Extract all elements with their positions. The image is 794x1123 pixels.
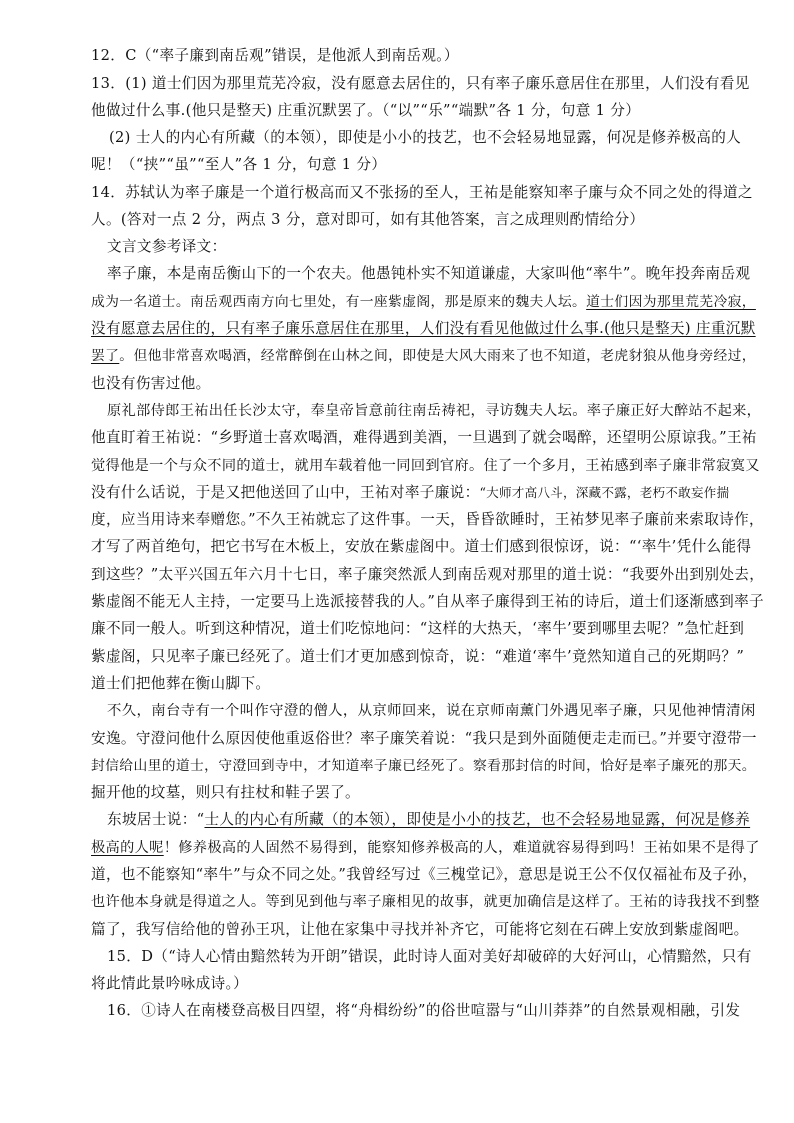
translation-line: 紫虚阁，只见率子廉已经死了。道士们才更加感到惊奇，说：“难道‘率牛’竟然知道自己的死期吗？” bbox=[91, 648, 745, 665]
translation-heading: 文言文参考译文： bbox=[107, 238, 227, 255]
answer-14-line-1: 14．苏轼认为率子廉是一个道行极高而又不张扬的至人，王祐是能察知率子廉与众不同之处的得道之 bbox=[91, 184, 753, 201]
translation-line: 到这些？”太平兴国五年六月十七日，率子廉突然派人到南岳观对那里的道士说：“我要外出到别处去， bbox=[91, 566, 765, 583]
answer-13-part-2-line-1: (2) 士人的内心有所藏（的本领），即使是小小的技艺，也不会轻易地显露，何况是修养极高的人 bbox=[109, 129, 742, 146]
translation-line: 廉不同一般人。听到这种情况，道士们吃惊地问：“这样的大热天，‘率牛’要到哪里去呢？”急忙赶到 bbox=[91, 620, 745, 637]
answer-14-line-2: 人。(答对一点 2 分，两点 3 分，意对即可，如有其他答案，言之成理则酌情给分） bbox=[91, 211, 645, 228]
answer-13-line-2: 他做过什么事.(他只是整天) 庄重沉默罢了。（“以”“乐”“端默”各 1 分，句意 1 分） bbox=[91, 102, 641, 119]
translation-line: 觉得他是一个与众不同的道士，就用车载着他一同回到官府。住了一个多月，王祐感到率子廉非常寂寞又 bbox=[91, 458, 760, 474]
translation-line: 不久，南台寺有一个叫作守澄的僧人，从京师回来，说在京师南薰门外遇见率子廉，只见他神情清闲 bbox=[107, 703, 756, 719]
translation-line: 极高的人呢！修养极高的人固然不易得到，能察知修养极高的人，难道就容易得到吗！王祐如果不是得了 bbox=[91, 840, 760, 856]
answer-16-line-1: 16．①诗人在南楼登高极目四望，将“舟楫纷纷”的俗世喧嚣与“山川莽莽”的自然景观相融，引发 bbox=[107, 1002, 741, 1019]
translation-line: 封信给山里的道士，守澄回到寺中，才知道率子廉已经死了。察看那封信的时间，恰好是率子廉死的那天。 bbox=[91, 758, 756, 774]
translation-line: 也许他本身就是得道之人。等到见到他与率子廉相见的故事，就更加确信是这样了。王祐的诗我找不到整 bbox=[91, 894, 760, 910]
translation-line: 才写了两首绝句，把它书写在木板上，安放在紫虚阁中。道士们感到很惊讶，说：“‘率牛’凭什么能得 bbox=[91, 538, 752, 555]
translation-line: 没有什么话说，于是又把他送回了山中，王祐对率子廉说：“大师才高八斗，深藏不露，老朽不敢妄作揣 bbox=[91, 484, 730, 501]
answer-12: 12．C（“率子廉到南岳观”错误，是他派人到南岳观。） bbox=[91, 47, 459, 64]
answer-15-line-1: 15．D（“诗人心情由黯然转为开朗”错误，此时诗人面对美好却破碎的大好河山，心情黯然，只有 bbox=[107, 948, 752, 965]
translation-line: 率子廉，本是南岳衡山下的一个农夫。他愚钝朴实不知道谦虚，大家叫他“率牛”。晚年投奔南岳观 bbox=[107, 265, 751, 282]
translation-line: 道士们把他葬在衡山脚下。 bbox=[91, 675, 271, 692]
translation-line: 安逸。守澄问他什么原因使他重返俗世？率子廉笑着说：“我只是到外面随便走走而已。”并要守澄带一 bbox=[91, 730, 757, 747]
translation-line: 度，应当用诗来奉赠您。”不久王祐就忘了这件事。一天，昏昏欲睡时，王祐梦见率子廉前来索取诗作， bbox=[91, 511, 764, 528]
translation-line: 掘开他的坟墓，则只有拄杖和鞋子罢了。 bbox=[91, 784, 360, 801]
translation-line: 没有愿意去居住的，只有率子廉乐意居住在那里，人们没有看见他做过什么事.(他只是整天) 庄重沉默 bbox=[91, 320, 756, 337]
answer-15-line-2: 将此情此景吟咏成诗。） bbox=[91, 975, 249, 992]
translation-line: 东坡居士说：“士人的内心有所藏（的本领），即使是小小的技艺，也不会轻易地显露，何况是修养 bbox=[107, 811, 751, 828]
translation-line: 也没有伤害过他。 bbox=[91, 375, 211, 392]
translation-line: 罢了。但他非常喜欢喝酒，经常醉倒在山林之间，即使是大风大雨来了也不知道，老虎豺狼从他身旁经过， bbox=[91, 348, 756, 364]
answer-13-part-2-line-2: 呢！（“挟”“虽”“至人”各 1 分，句意 1 分） bbox=[91, 156, 387, 173]
answer-13-line-1: 13．(1) 道士们因为那里荒芜冷寂，没有愿意去居住的，只有率子廉乐意居住在那里，人们没有看见 bbox=[91, 75, 750, 92]
translation-line: 紫虚阁不能无人主持，一定要马上选派接替我的人。”自从率子廉得到王祐的诗后，道士们逐渐感到率子 bbox=[91, 593, 764, 610]
translation-line: 道，也不能察知“率牛”与众不同之处。”我曾经写过《三槐堂记》，意思是说王公不仅仅福祉布及子孙， bbox=[91, 866, 758, 883]
translation-line: 原礼部侍郎王祐出任长沙太守，奉皇帝旨意前往南岳祷祀，寻访魏夫人坛。率子廉正好大醉站不起来， bbox=[107, 403, 762, 419]
translation-line: 他直盯着王祐说：“乡野道士喜欢喝酒，难得遇到美酒，一旦遇到了就会喝醉，还望明公原谅我。”王祐 bbox=[91, 429, 757, 446]
translation-line: 成为一名道士。南岳观西南方向七里处，有一座紫虚阁，那是原来的魏夫人坛。道士们因为那里荒芜冷寂， bbox=[91, 294, 756, 310]
translation-line: 篇了，我写信给他的曾孙王巩，让他在家集中寻找并补齐它，可能将它刻在石碑上安放到紫虚阁吧。 bbox=[91, 921, 749, 938]
